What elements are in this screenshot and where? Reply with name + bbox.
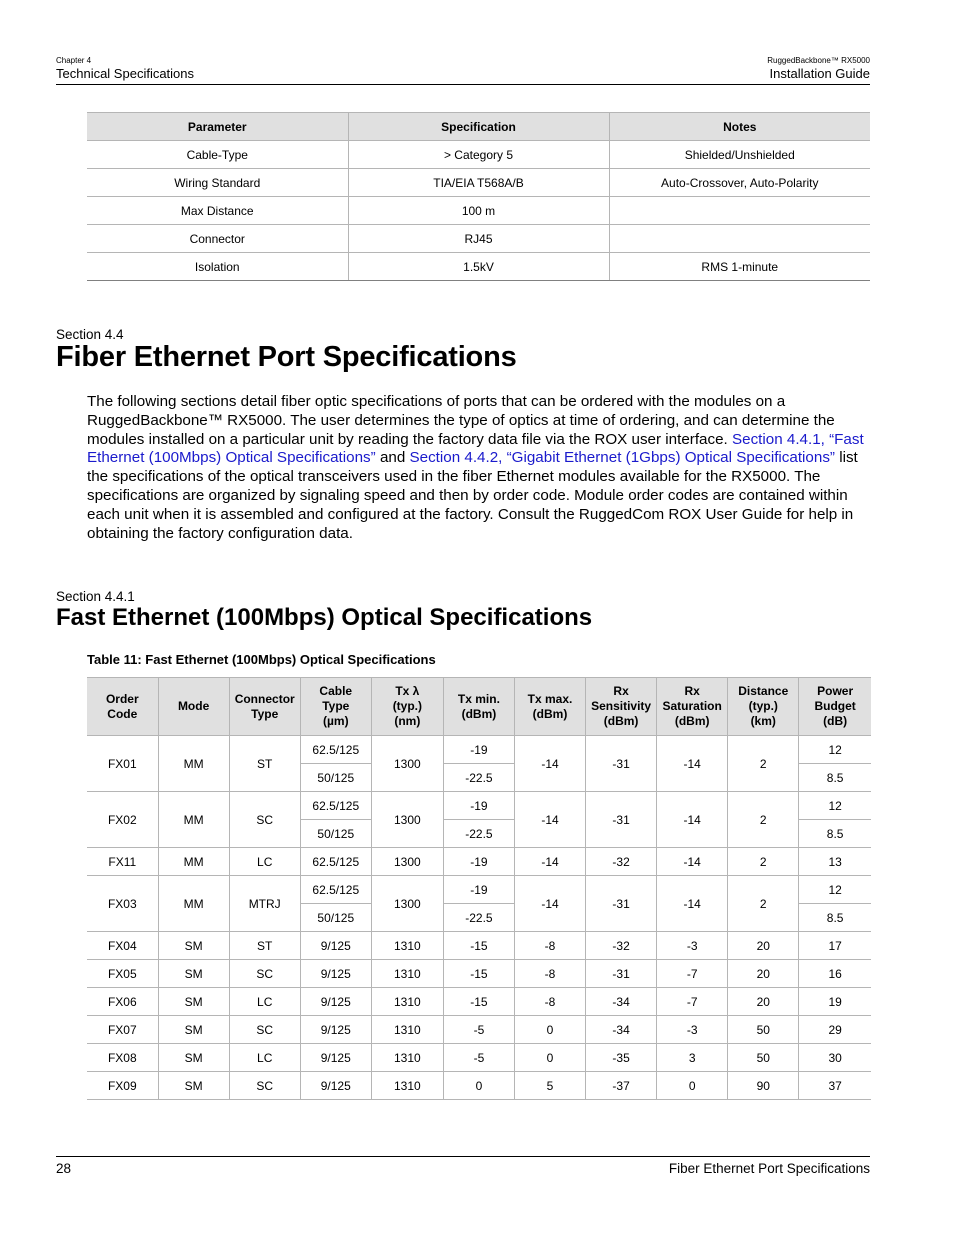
table-cell: -31: [586, 960, 657, 988]
paragraph-text: and: [379, 449, 406, 467]
table-cell: -14: [657, 736, 728, 792]
table-cell: -8: [514, 988, 585, 1016]
table-cell: 90: [728, 1072, 799, 1100]
paragraph-text: The following sections detail fiber optic specifications of ports that can be ordered with the modules on a RuggedBackbone™ RX5000. The user determines the type of optics at time of ordering, and can determine the modules installed on a particular unit by reading the factory data file via the ROX user interface.: [87, 393, 835, 448]
table-cell: ST: [229, 932, 300, 960]
table-cell: 100 m: [348, 197, 609, 225]
table-cell: -19: [443, 792, 514, 820]
table-cell: 9/125: [300, 1072, 371, 1100]
table-cell: 12: [799, 876, 871, 904]
table-cell: 8.5: [799, 764, 871, 792]
table-cell: -22.5: [443, 764, 514, 792]
table-cell: FX04: [87, 932, 158, 960]
column-header-line: Budget: [814, 699, 856, 713]
table-cell: -31: [586, 876, 657, 932]
table-cell: 62.5/125: [300, 876, 371, 904]
table-row: [87, 1016, 871, 1044]
column-header: [799, 678, 871, 736]
ethernet-parameters-table: [87, 112, 870, 281]
column-header-line: Rx: [613, 684, 629, 698]
table-cell: TIA/EIA T568A/B: [348, 169, 609, 197]
table-cell: SM: [158, 932, 229, 960]
header-chapter: Chapter 4: [56, 56, 92, 65]
table-cell: 20: [728, 932, 799, 960]
table-cell: -35: [586, 1044, 657, 1072]
subsection-label: Section 4.4.1: [56, 589, 135, 604]
table-cell: -14: [514, 792, 585, 848]
table-cell: -5: [443, 1016, 514, 1044]
table-cell: 2: [728, 876, 799, 932]
column-header-line: Distance: [738, 684, 789, 698]
table-cell: MM: [158, 792, 229, 848]
table-cell: 2: [728, 736, 799, 792]
column-header: [87, 678, 158, 736]
table-cell: 1300: [371, 792, 443, 848]
table-row: [87, 876, 871, 904]
table-cell: 1310: [371, 1016, 443, 1044]
table-cell: 9/125: [300, 960, 371, 988]
table-cell: 37: [799, 1072, 871, 1100]
table-cell: 50/125: [300, 820, 371, 848]
table-cell: 1310: [371, 960, 443, 988]
table-row: [87, 1072, 871, 1100]
table-cell: 50: [728, 1016, 799, 1044]
table-row: [87, 932, 871, 960]
column-header: [657, 678, 728, 736]
table-cell: -37: [586, 1072, 657, 1100]
column-header: [300, 678, 371, 736]
table-cell: 62.5/125: [300, 848, 371, 876]
table-cell: 19: [799, 988, 871, 1016]
fast-ethernet-optics-table: [87, 677, 871, 1100]
table-cell: RMS 1-minute: [609, 253, 870, 281]
column-header: [443, 678, 514, 736]
table-row: [87, 253, 870, 281]
table-cell: 1300: [371, 876, 443, 932]
table-cell: -15: [443, 932, 514, 960]
column-header: [586, 678, 657, 736]
table-cell: FX08: [87, 1044, 158, 1072]
table-cell: -34: [586, 988, 657, 1016]
table-cell: -32: [586, 932, 657, 960]
table-cell: 1300: [371, 736, 443, 792]
table-cell: -14: [514, 848, 585, 876]
table-cell: MM: [158, 736, 229, 792]
table-cell: -15: [443, 988, 514, 1016]
table-cell: -7: [657, 960, 728, 988]
header-product: RuggedBackbone™ RX5000: [767, 56, 870, 65]
table-cell: Isolation: [87, 253, 348, 281]
table-cell: FX06: [87, 988, 158, 1016]
table-cell: 5: [514, 1072, 585, 1100]
page-number: 28: [56, 1161, 72, 1176]
table-cell: 62.5/125: [300, 736, 371, 764]
table-cell: [609, 197, 870, 225]
table-cell: 0: [514, 1016, 585, 1044]
column-header: [229, 678, 300, 736]
table-cell: -5: [443, 1044, 514, 1072]
link-section-4-4-2[interactable]: Section 4.4.2, “Gigabit Ethernet (1Gbps) Optical Specifications”: [409, 449, 835, 467]
table-cell: SC: [229, 960, 300, 988]
column-header-line: Sensitivity: [591, 699, 652, 713]
subsection-title: Fast Ethernet (100Mbps) Optical Specifications: [56, 604, 593, 631]
table-cell: SM: [158, 1044, 229, 1072]
column-header: [728, 678, 799, 736]
header-right: [767, 56, 870, 82]
table-cell: -22.5: [443, 904, 514, 932]
table-cell: -19: [443, 876, 514, 904]
table-cell: Connector: [87, 225, 348, 253]
column-header-line: (µm): [322, 714, 349, 728]
table-cell: 62.5/125: [300, 792, 371, 820]
table-cell: SC: [229, 792, 300, 848]
table-cell: ST: [229, 736, 300, 792]
table-cell: 8.5: [799, 904, 871, 932]
table-cell: FX09: [87, 1072, 158, 1100]
table-cell: MM: [158, 876, 229, 932]
column-header-line: (dBm): [532, 706, 568, 721]
table-cell: SM: [158, 960, 229, 988]
section-label: Section 4.4: [56, 327, 124, 342]
table-cell: -31: [586, 736, 657, 792]
table-cell: -14: [514, 876, 585, 932]
column-header: Parameter: [87, 113, 348, 141]
column-header-line: Power: [817, 684, 854, 698]
table-cell: 1310: [371, 988, 443, 1016]
column-header-line: (typ.): [392, 699, 423, 713]
table-row: [87, 197, 870, 225]
column-header: [158, 678, 229, 736]
column-header-line: (dBm): [461, 706, 497, 721]
column-header-line: (nm): [394, 714, 421, 728]
table-cell: 9/125: [300, 988, 371, 1016]
table-row: [87, 141, 870, 169]
table-cell: FX11: [87, 848, 158, 876]
column-header-line: (km): [750, 714, 776, 728]
table-cell: -14: [657, 792, 728, 848]
table-cell: RJ45: [348, 225, 609, 253]
column-header-line: (dBm): [674, 714, 710, 728]
column-header-line: Rx: [684, 684, 700, 698]
column-header-line: Mode: [177, 699, 210, 713]
table-header-row: [87, 678, 871, 736]
table-cell: 9/125: [300, 1044, 371, 1072]
table-cell: 2: [728, 848, 799, 876]
column-header-line: Type: [251, 706, 279, 721]
column-header-line: (dB): [823, 714, 848, 728]
column-header-line: Cable: [319, 684, 353, 698]
table-cell: 17: [799, 932, 871, 960]
table-row: [87, 736, 871, 764]
table-cell: > Category 5: [348, 141, 609, 169]
table-cell: 0: [657, 1072, 728, 1100]
table-cell: Shielded/Unshielded: [609, 141, 870, 169]
intro-paragraph: [87, 393, 870, 543]
column-header: [371, 678, 443, 736]
table-cell: -31: [586, 792, 657, 848]
table-cell: 50: [728, 1044, 799, 1072]
table-cell: 9/125: [300, 932, 371, 960]
table-cell: SM: [158, 1016, 229, 1044]
table-cell: -19: [443, 736, 514, 764]
table-cell: 9/125: [300, 1016, 371, 1044]
table-cell: 29: [799, 1016, 871, 1044]
header-chapter-title: Technical Specifications: [56, 66, 195, 81]
column-header-line: Connector: [234, 691, 295, 706]
table-cell: 1310: [371, 1072, 443, 1100]
link-section-4-4-1[interactable]: Section 4.4.1, “Fast Ethernet (100Mbps) Optical Specifications”: [87, 430, 864, 467]
table-cell: Cable-Type: [87, 141, 348, 169]
table-cell: 30: [799, 1044, 871, 1072]
table-cell: 50/125: [300, 764, 371, 792]
table-cell: -22.5: [443, 820, 514, 848]
table-row: [87, 848, 871, 876]
table-cell: SC: [229, 1016, 300, 1044]
table-row: [87, 792, 871, 820]
table-cell: -7: [657, 988, 728, 1016]
column-header-line: Tx λ: [395, 684, 420, 698]
table-cell: 0: [514, 1044, 585, 1072]
table-cell: 1310: [371, 932, 443, 960]
paragraph-text: list the specifications of the optical transceivers used in the fiber Ethernet modules available for the RX5000. The specifications are organized by signaling speed and then by order code. Module order codes are contained within each unit when it is assembled and configured at the factory. Consult the RuggedCom ROX User Guide for help in obtaining the factory configuration data.: [87, 449, 858, 542]
table-cell: -15: [443, 960, 514, 988]
header-doc-title: Installation Guide: [769, 66, 870, 81]
table-cell: 12: [799, 792, 871, 820]
table-cell: -32: [586, 848, 657, 876]
table-cell: FX03: [87, 876, 158, 932]
column-header-line: Type: [322, 699, 350, 713]
table-cell: -14: [514, 736, 585, 792]
column-header-line: (dBm): [603, 714, 639, 728]
table-row: [87, 1044, 871, 1072]
table-cell: 1310: [371, 1044, 443, 1072]
table-row: [87, 960, 871, 988]
page-header: [56, 56, 870, 85]
table-row: [87, 225, 870, 253]
table-cell: 50/125: [300, 904, 371, 932]
table-cell: -19: [443, 848, 514, 876]
table-cell: 1.5kV: [348, 253, 609, 281]
table-cell: -3: [657, 1016, 728, 1044]
table-cell: FX01: [87, 736, 158, 792]
table-cell: 12: [799, 736, 871, 764]
table-cell: 20: [728, 960, 799, 988]
table-cell: SM: [158, 1072, 229, 1100]
column-header-line: Order: [105, 691, 139, 706]
table-cell: LC: [229, 848, 300, 876]
page-footer: [56, 1156, 870, 1176]
table-cell: MTRJ: [229, 876, 300, 932]
table-cell: Wiring Standard: [87, 169, 348, 197]
table-cell: MM: [158, 848, 229, 876]
table-caption: Table 11: Fast Ethernet (100Mbps) Optical Specifications: [87, 652, 436, 667]
table-cell: -14: [657, 876, 728, 932]
column-header-line: Tx max.: [527, 691, 573, 706]
table-row: [87, 169, 870, 197]
table-cell: 8.5: [799, 820, 871, 848]
table-cell: Max Distance: [87, 197, 348, 225]
header-left: [56, 56, 194, 82]
column-header: [514, 678, 585, 736]
table-cell: FX05: [87, 960, 158, 988]
table-cell: 3: [657, 1044, 728, 1072]
table-cell: SM: [158, 988, 229, 1016]
table-cell: 0: [443, 1072, 514, 1100]
table-cell: SC: [229, 1072, 300, 1100]
footer-section-title: Fiber Ethernet Port Specifications: [668, 1161, 870, 1176]
table-cell: -3: [657, 932, 728, 960]
table-cell: 16: [799, 960, 871, 988]
table-cell: LC: [229, 988, 300, 1016]
table-cell: FX02: [87, 792, 158, 848]
table-cell: -8: [514, 960, 585, 988]
table-cell: 13: [799, 848, 871, 876]
table-cell: 2: [728, 792, 799, 848]
table-cell: FX07: [87, 1016, 158, 1044]
table-cell: Auto-Crossover, Auto-Polarity: [609, 169, 870, 197]
table-row: [87, 988, 871, 1016]
section-title: Fiber Ethernet Port Specifications: [56, 341, 517, 373]
table-cell: 20: [728, 988, 799, 1016]
table-header-row: [87, 113, 870, 141]
column-header: Notes: [609, 113, 870, 141]
table-cell: [609, 225, 870, 253]
column-header-line: Saturation: [662, 699, 722, 713]
table-cell: 1300: [371, 848, 443, 876]
table-cell: -8: [514, 932, 585, 960]
column-header-line: Tx min.: [457, 691, 500, 706]
table-cell: -34: [586, 1016, 657, 1044]
table-cell: LC: [229, 1044, 300, 1072]
column-header-line: (typ.): [748, 699, 778, 713]
column-header: Specification: [348, 113, 609, 141]
column-header-line: Code: [107, 706, 138, 721]
table-cell: -14: [657, 848, 728, 876]
